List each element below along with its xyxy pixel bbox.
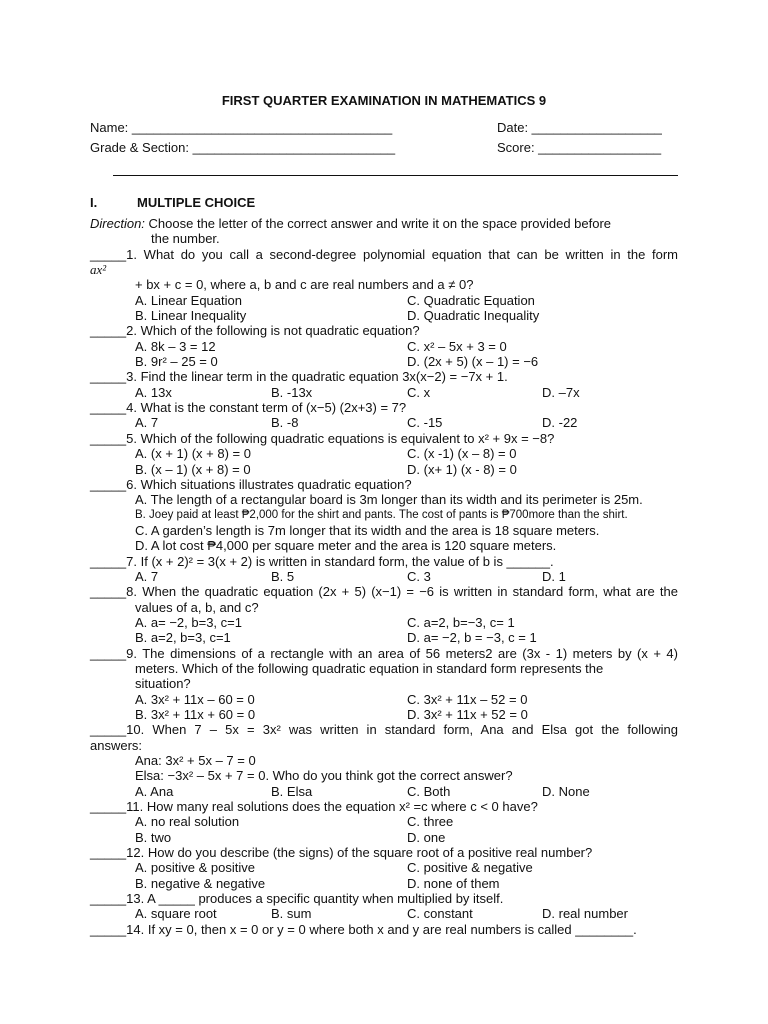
option: C. 3 (407, 568, 431, 584)
question-1-text: ax² (90, 262, 107, 278)
option: C. 3x² + 11x – 52 = 0 (407, 691, 528, 707)
question-8-text: values of a, b, and c? (135, 599, 259, 615)
question-1-options (90, 308, 678, 323)
option: A. 7 (135, 568, 159, 584)
option: B. -13x (271, 384, 313, 400)
question-3-options (90, 385, 678, 400)
question-9-text: situation? (135, 676, 191, 692)
option: B. Linear Inequality (135, 308, 247, 324)
option: B. (x – 1) (x + 8) = 0 (135, 461, 251, 477)
option: C. constant (407, 906, 473, 922)
question-5-options (90, 462, 678, 477)
question-11-options (90, 814, 678, 829)
question-13-text: _____13. A _____ produces a specific quantity when multiplied by itself. (90, 891, 504, 907)
option: D. -22 (542, 415, 578, 431)
question-8-options (90, 615, 678, 630)
question-14-text: _____14. If xy = 0, then x = 0 or y = 0 where both x and y are real numbers is called ________. (90, 921, 637, 937)
question-10-text: Elsa: −3x² – 5x + 7 = 0. Who do you think got the correct answer? (135, 768, 513, 784)
option: D. (x+ 1) (x - 8) = 0 (407, 461, 517, 477)
option: A. 8k – 3 = 12 (135, 338, 216, 354)
option: A. 7 (135, 415, 159, 431)
question-1-options (90, 293, 678, 308)
question-10-text: answers: (90, 737, 143, 753)
question-4-text: _____4. What is the constant term of (x−5) (2x+3) = 7? (90, 400, 407, 416)
option: C. a=2, b=−3, c= 1 (407, 614, 515, 630)
option: C. Both (407, 783, 451, 799)
option: D. a= −2, b = −3, c = 1 (407, 630, 537, 646)
option: C. x² – 5x + 3 = 0 (407, 338, 507, 354)
question-3-text: _____3. Find the linear term in the quadratic equation 3x(x−2) = −7x + 1. (90, 369, 508, 385)
option: C. -15 (407, 415, 443, 431)
exam-title: FIRST QUARTER EXAMINATION IN MATHEMATICS 9 (221, 93, 547, 108)
option: B. a=2, b=3, c=1 (135, 630, 231, 646)
option: D. (2x + 5) (x – 1) = −6 (407, 354, 539, 370)
option: D. 1 (542, 568, 566, 584)
question-12-options (90, 876, 678, 891)
option: B. negative & negative (135, 875, 266, 891)
question-10-options (90, 784, 678, 799)
question-5-text: _____5. Which of the following quadratic equations is equivalent to x² + 9x = −8? (90, 430, 555, 446)
date-field: Date: __________________ (497, 120, 662, 135)
header-divider (113, 175, 678, 176)
option: A. Linear Equation (135, 292, 242, 308)
option: C. three (407, 814, 454, 830)
question-6-text: _____6. Which situations illustrates quadratic equation? (90, 476, 412, 492)
question-13-options (90, 906, 678, 921)
question-10-text: _____10. When 7 – 5x = 3x² was written in standard form, Ana and Elsa got the following (90, 722, 678, 738)
option: D. one (407, 829, 446, 845)
option: B. sum (271, 906, 312, 922)
option: D. 3x² + 11x + 52 = 0 (407, 707, 528, 722)
question-6-choice: C. A garden’s length is 7m longer that its width and the area is 18 square meters. (135, 522, 600, 538)
question-9-options (90, 692, 678, 707)
question-5-options (90, 446, 678, 461)
direction-text: Choose the letter of the correct answer and write it on the space provided before (144, 216, 612, 231)
option: C. Quadratic Equation (407, 292, 535, 308)
question-2-text: _____2. Which of the following is not quadratic equation? (90, 323, 420, 339)
direction-label: Direction: (90, 216, 145, 231)
question-list (90, 216, 678, 937)
option: A. positive & positive (135, 860, 255, 876)
option: D. None (542, 783, 590, 799)
option: C. (x -1) (x – 8) = 0 (407, 446, 517, 462)
section-title: MULTIPLE CHOICE (137, 195, 256, 210)
option: C. x (407, 384, 431, 400)
question-9-text: meters. Which of the following quadratic equation in standard form represents the (135, 660, 604, 676)
option: A. Ana (135, 783, 174, 799)
question-2-options (90, 354, 678, 369)
question-1-text: + bx + c = 0, where a, b and c are real numbers and a ≠ 0? (135, 277, 474, 293)
option: A. (x + 1) (x + 8) = 0 (135, 446, 251, 462)
question-4-options (90, 415, 678, 430)
direction (90, 216, 678, 231)
option: D. –7x (542, 384, 580, 400)
score-field: Score: _________________ (497, 140, 662, 155)
option: B. -8 (271, 415, 299, 431)
question-7-text: _____7. If (x + 2)² = 3(x + 2) is written in standard form, the value of b is ______. (90, 553, 554, 569)
question-9-text: _____9. The dimensions of a rectangle with an area of 56 meters2 are (3x - 1) meters by (x + 4) (90, 645, 678, 661)
option: B. 5 (271, 568, 295, 584)
question-6-choice: D. A lot cost ₱4,000 per square meter and the area is 120 square meters. (135, 538, 557, 554)
question-2-options (90, 339, 678, 354)
direction-cont: the number. (151, 231, 220, 247)
question-12-text: _____12. How do you describe (the signs) of the square root of a positive real number? (90, 845, 593, 861)
question-11-text: _____11. How many real solutions does the equation x² =c where c < 0 have? (90, 799, 538, 815)
question-12-options (90, 860, 678, 875)
option: A. a= −2, b=3, c=1 (135, 614, 242, 630)
section-number: I. (90, 195, 98, 210)
name-field: Name: ____________________________________ (90, 120, 393, 135)
option: B. Elsa (271, 783, 313, 799)
question-8-options (90, 630, 678, 645)
option: A. 13x (135, 384, 172, 400)
question-6-choice: B. Joey paid at least ₱2,000 for the shirt and pants. The cost of pants is ₱700more than the shirt. (135, 508, 628, 521)
option: D. none of them (407, 875, 500, 891)
option: A. 3x² + 11x – 60 = 0 (135, 691, 255, 707)
question-9-options (90, 707, 678, 722)
question-8-text: _____8. When the quadratic equation (2x + 5) (x−1) = −6 is written in standard form, what are the (90, 584, 678, 600)
option: D. real number (542, 906, 628, 922)
option: C. positive & negative (407, 860, 533, 876)
option: B. 9r² – 25 = 0 (135, 354, 218, 370)
question-11-options (90, 830, 678, 845)
question-1-text: _____1. What do you call a second-degree polynomial equation that can be written in the form (90, 246, 678, 262)
grade-section-field: Grade & Section: ____________________________ (90, 140, 396, 155)
option: D. Quadratic Inequality (407, 308, 540, 324)
question-7-options (90, 569, 678, 584)
option: B. 3x² + 11x + 60 = 0 (135, 707, 256, 722)
question-6-choice: A. The length of a rectangular board is 3m longer than its width and its perimeter is 25m. (135, 492, 643, 508)
question-10-text: Ana: 3x² + 5x – 7 = 0 (135, 753, 256, 769)
option: A. no real solution (135, 814, 240, 830)
option: B. two (135, 829, 172, 845)
option: A. square root (135, 906, 217, 922)
